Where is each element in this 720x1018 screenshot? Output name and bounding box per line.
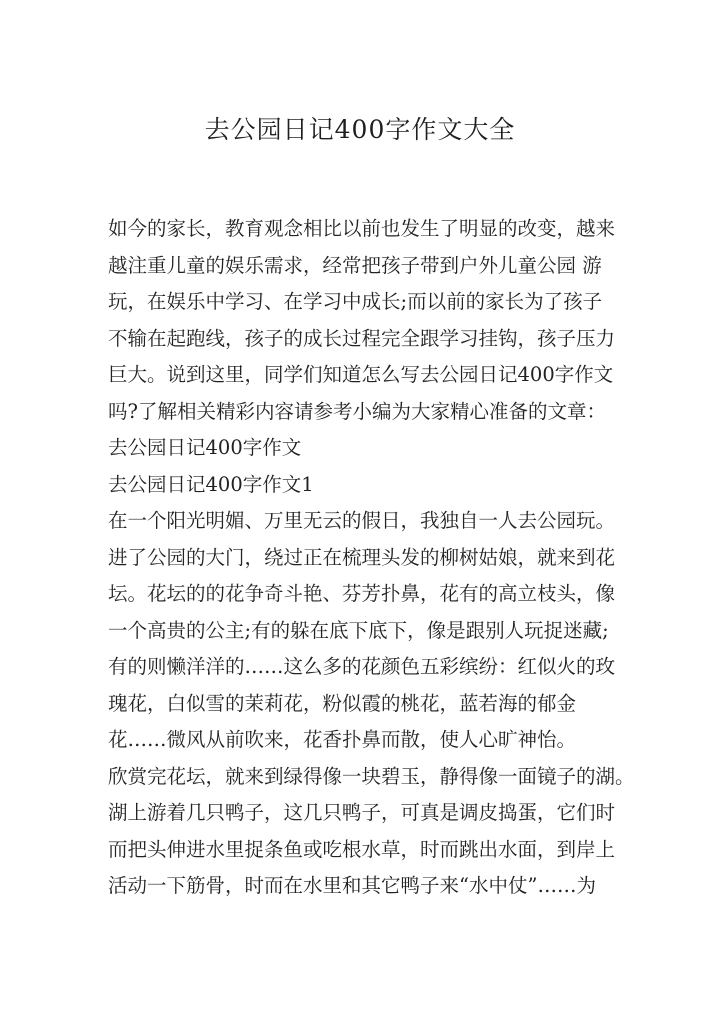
body-line: 不输在起跑线，孩子的成长过程完全跟学习挂钩，孩子压力 xyxy=(108,326,616,350)
body-line: 花……微风从前吹来，花香扑鼻而散，使人心旷神怡。 xyxy=(108,728,577,751)
section-heading: 去公园日记400字作文1 xyxy=(108,472,314,496)
body-line: 坛。花坛的的花争奇斗艳、芬芳扑鼻，花有的高立枝头，像 xyxy=(108,582,616,605)
page-title: 去公园日记400字作文大全 xyxy=(204,115,516,144)
body-line: 巨大。说到这里，同学们知道怎么写去公园日记400字作文 xyxy=(108,363,614,386)
section-heading: 去公园日记400字作文 xyxy=(108,436,302,459)
body-line: 一个高贵的公主;有的躲在底下底下，像是跟别人玩捉迷藏; xyxy=(108,618,609,642)
body-line: 有的则懒洋洋的……这么多的花颜色五彩缤纷：红似火的玫 xyxy=(108,655,616,678)
body-line: 湖上游着几只鸭子，这几只鸭子，可真是调皮捣蛋，它们时 xyxy=(108,801,616,824)
body-line: 在一个阳光明媚、万里无云的假日，我独自一人去公园玩。 xyxy=(108,509,616,532)
body-line: 吗?了解相关精彩内容请参考小编为大家精心准备的文章： xyxy=(108,399,606,423)
body-line: 活动一下筋骨，时而在水里和其它鸭子来“水中仗”……为 xyxy=(108,874,596,897)
document-body xyxy=(108,211,635,905)
body-line: 进了公园的大门，绕过正在梳理头发的柳树姑娘，就来到花 xyxy=(108,545,616,569)
body-line: 玩，在娱乐中学习、在学习中成长;而以前的家长为了孩子 xyxy=(108,290,603,313)
body-line: 越注重儿童的娱乐需求，经常把孩子带到户外儿童公园 游 xyxy=(108,253,602,277)
body-line: 欣赏完花坛，就来到绿得像一块碧玉，静得像一面镜子的湖。 xyxy=(108,764,635,788)
body-line: 瑰花，白似雪的茉莉花，粉似霞的桃花，蓝若海的郁金 xyxy=(108,691,577,715)
body-line: 而把头伸进水里捉条鱼或吃根水草，时而跳出水面，到岸上 xyxy=(108,837,616,861)
body-line: 如今的家长，教育观念相比以前也发生了明显的改变，越来 xyxy=(108,217,616,240)
